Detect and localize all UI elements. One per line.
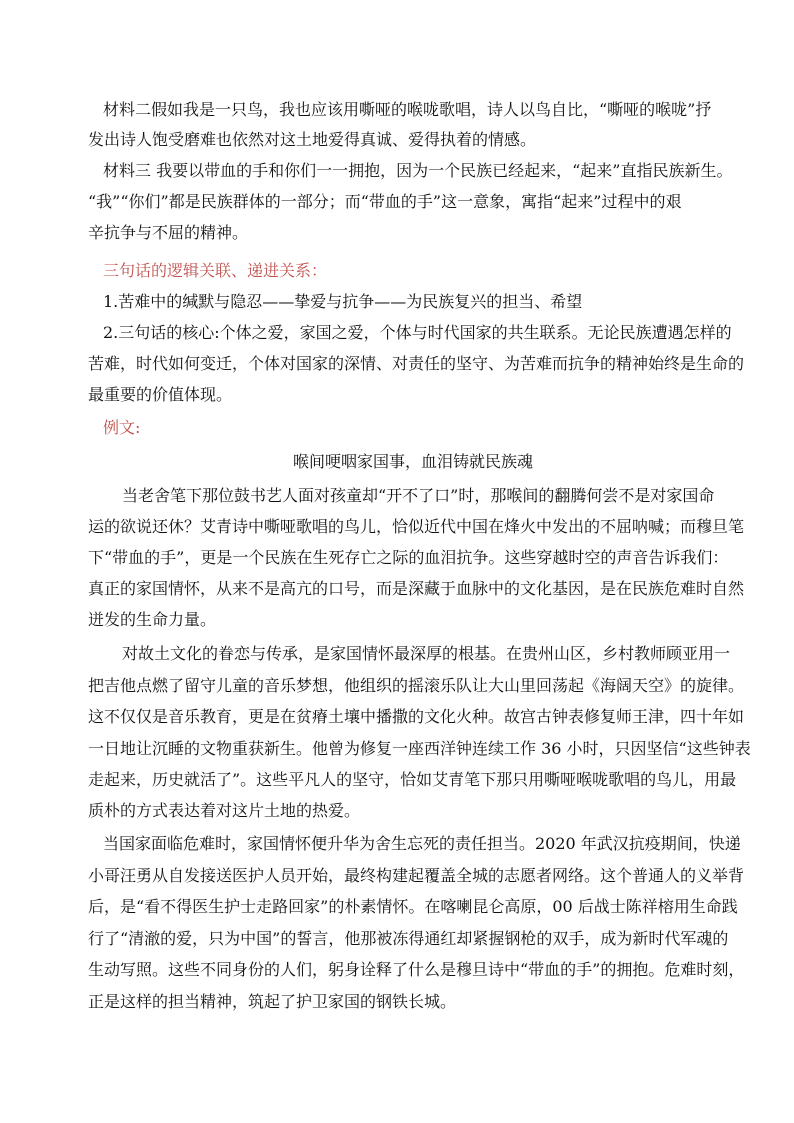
point2-line1: 2.三句话的核心:个体之爱，家国之爱，个体与时代国家的共生联系。无论民族遭遇怎样的 (103, 323, 732, 342)
point2-line3: 最重要的价值体现。 (88, 385, 233, 404)
material3-line1: 材料三 我要以带血的手和你们一一拥抱，因为一个民族已经起来，“起来”直指民族新生。 (103, 161, 733, 180)
relation-heading: 三句话的逻辑关联、递进关系： (103, 261, 328, 280)
para3-line6: 正是这样的担当精神，筑起了护卫家国的钢铁长城。 (88, 992, 457, 1011)
point2-line2: 苦难，时代如何变迁，个体对国家的深情、对责任的坚守、为苦难而抗争的精神始终是生命的 (88, 354, 745, 373)
essay-title: 喉间哽咽家国事，血泪铸就民族魂 (293, 452, 534, 471)
para2-line3: 这不仅仅是音乐教育，更是在贫瘠土壤中播撒的文化火种。故宫古钟表修复师王津，四十年如 (88, 707, 745, 726)
para3-line4: 行了“清澈的爱，只为中国”的誓言，他那被冻得通红却紧握钢枪的双手，成为新时代军魂的 (88, 929, 729, 948)
para2-line2: 把吉他点燃了留守儿童的音乐梦想，他组织的摇滚乐队让大山里回荡起《海阔天空》的旋律。 (88, 676, 745, 695)
para1-line1: 当老舍笔下那位鼓书艺人面对孩童却“开不了口”时，那喉间的翻腾何尝不是对家国命 (122, 486, 715, 505)
para2-line4: 一日地让沉睡的文物重获新生。他曾为修复一座西洋钟连续工作 36 小时，只因坚信“这些钟表 (88, 739, 751, 758)
para1-line5: 迸发的生命力量。 (88, 610, 217, 629)
para2-line5: 走起来，历史就活了”。这些平凡人的坚守，恰如艾青笔下那只用嘶哑喉咙歌唱的鸟儿，用最 (88, 770, 737, 789)
para3-line3: 后，是“看不得医生护士走路回家”的朴素情怀。在喀喇昆仑高原，00 后战士陈祥榕用生命践 (88, 897, 738, 916)
para3-line2: 小哥汪勇从自发接送医护人员开始，最终构建起覆盖全城的志愿者网络。这个普通人的义举背 (88, 866, 745, 885)
para2-line6: 质朴的方式表达着对这片土地的热爱。 (88, 801, 361, 820)
example-label: 例文: (103, 418, 141, 437)
para1-line3: 下“带血的手”，更是一个民族在生死存亡之际的血泪抗争。这些穿越时空的声音告诉我们： (88, 548, 729, 567)
para3-line5: 生动写照。这些不同身份的人们，躬身诠释了什么是穆旦诗中“带血的手”的拥抱。危难时刻， (88, 960, 745, 979)
material3-line3: 辛抗争与不屈的精神。 (88, 223, 249, 242)
para1-line4: 真正的家国情怀，从来不是高亢的口号，而是深藏于血脉中的文化基因，是在民族危难时自然 (88, 579, 745, 598)
para2-line1: 对故土文化的眷恋与传承，是家国情怀最深厚的根基。在贵州山区，乡村教师顾亚用一 (122, 644, 731, 663)
point1: 1.苦难中的缄默与隐忍——挚爱与抗争——为民族复兴的担当、希望 (103, 292, 583, 311)
material3-line2: “我”“你们”都是民族群体的一部分；而“带血的手”这一意象，寓指“起来”过程中的艰 (88, 192, 682, 211)
para3-line1: 当国家面临危难时，家国情怀便升华为舍生忘死的责任担当。2020 年武汉抗疫期间，快递 (103, 834, 741, 853)
material2-line2: 发出诗人饱受磨难也依然对这土地爱得真诚、爱得执着的情感。 (88, 130, 537, 149)
material2-line1: 材料二假如我是一只鸟，我也应该用嘶哑的喉咙歌唱，诗人以鸟自比，“嘶哑的喉咙”抒 (103, 100, 712, 119)
para1-line2: 运的欲说还休？艾青诗中嘶哑歌唱的鸟儿，恰似近代中国在烽火中发出的不屈呐喊；而穆旦笔 (88, 517, 745, 536)
